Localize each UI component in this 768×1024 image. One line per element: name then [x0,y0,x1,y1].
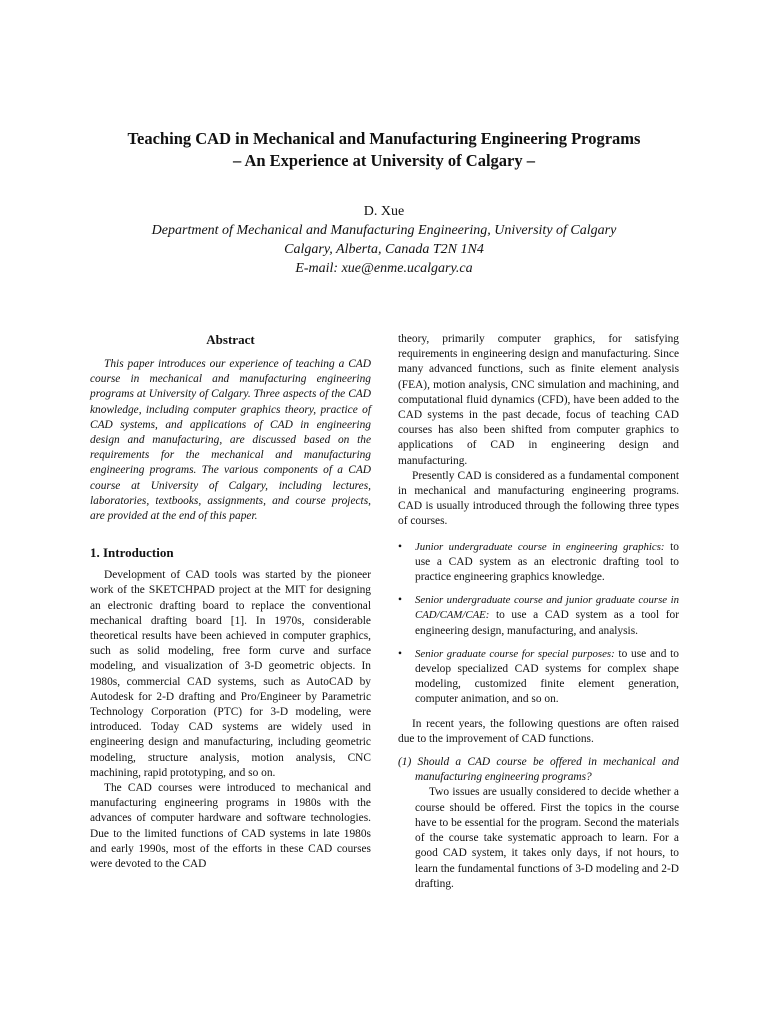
body-paragraph-recent-years: In recent years, the following questions are often raised due to the improvement of CAD functions. [398,717,679,745]
body-paragraph-presently: Presently CAD is considered as a fundamental component in mechanical and manufacturing engineering programs. CAD is usually introduced through the following three types of courses. [398,469,679,528]
paper-title-line-2: – An Experience at University of Calgary – [232,151,535,170]
bullet-icon: • [398,540,402,553]
question-1-title: (1) Should a CAD course be offered in mechanical and manufacturing engineering programs? [398,756,679,784]
list-item-text: to use a CAD system as an electronic drafting tool to practice engineering graphics knowledge. [415,540,679,584]
list-item [398,540,679,586]
list-item-lead: Junior undergraduate course in engineering graphics: [415,540,665,553]
abstract-heading: Abstract [206,332,255,347]
list-item [398,647,679,708]
paper-header [0,128,768,278]
list-item-text: to use and to develop specialized CAD systems for complex shape modeling, customized finite element generation, computer animation, and so on. [415,647,679,706]
list-item [398,593,679,639]
question-1-body: Two issues are usually considered to decide whether a course should be offered. First the topics in the course have to be essential for the program. Second the materials of the course take systematic approach to learn. For a good CAD system, it takes only days, if not hours, to learn the fundamental functions of 3-D modeling and 2-D drafting. [415,786,679,890]
list-item-lead: Senior undergraduate course and junior graduate course in CAD/CAM/CAE: [415,594,679,622]
author-email: E-mail: xue@enme.ucalgary.ca [295,261,473,276]
list-item-lead: Senior graduate course for special purposes: [415,647,615,660]
intro-paragraph-1: Development of CAD tools was started by the pioneer work of the SKETCHPAD project at the MIT for designing an electronic drafting board to replace the conventional mechanical drafting board [1]. In 1970s, considerable theoretical results have been achieved in computer graphics, such as solid modeling, free form curve and surface modeling, and visualization of 3-D geometric objects. In 1980s, commercial CAD systems, such as AutoCAD by Autodesk for 2-D drafting and Pro/Engineer by Parametric Technology Corporation (PTC) for 3-D modeling, were introduced. Today CAD systems are widely used in engineering design and manufacturing, including geometric modeling, structure analysis, motion analysis, CNC machining, rapid prototyping, and so on. [90,569,371,779]
author-name: D. Xue [363,204,405,219]
abstract-text: This paper introduces our experience of teaching a CAD course in mechanical and manufacturing engineering programs at University of Calgary. Three aspects of the CAD knowledge, including computer graphics theory, practice of CAD systems, and applications of CAD in engineering design and manufacturing, are discussed based on the requirements for the mechanical and manufacturing engineering programs. The various components of a CAD course at University of Calgary, including lectures, laboratories, textbooks, assignments, and course projects, are provided at the end of this paper. [90,358,371,523]
left-column [90,331,371,872]
course-types-list [398,540,679,708]
affiliation-department: Department of Mechanical and Manufacturing Engineering, University of Calgary [151,223,617,238]
section-heading-introduction: 1. Introduction [90,545,174,561]
paper-title-line-1: Teaching CAD in Mechanical and Manufacturing Engineering Programs [127,129,641,148]
bullet-icon: • [398,594,402,607]
bullet-icon: • [398,647,402,660]
right-column [398,332,679,892]
affiliation-address: Calgary, Alberta, Canada T2N 1N4 [284,242,484,257]
list-item-text: to use a CAD system as a tool for engineering design, manufacturing, and analysis. [415,609,679,637]
body-paragraph-continued: theory, primarily computer graphics, for satisfying requirements in engineering design and manufacturing. Since many advanced functions, such as finite element analysis (FEA), motion analysis, CNC simulation and machining, and computational fluid dynamics (CFD), have been added to the CAD systems in the past decade, focus of teaching CAD courses has also been shifted from computer graphics to applications of CAD in engineering design and manufacturing. [398,333,679,467]
intro-paragraph-2: The CAD courses were introduced to mechanical and manufacturing engineering programs in 1980s with the advances of computer hardware and software technologies. Due to the limited functions of CAD systems in late 1980s and early 1990s, most of the efforts in these CAD courses were devoted to the CAD [90,782,371,871]
